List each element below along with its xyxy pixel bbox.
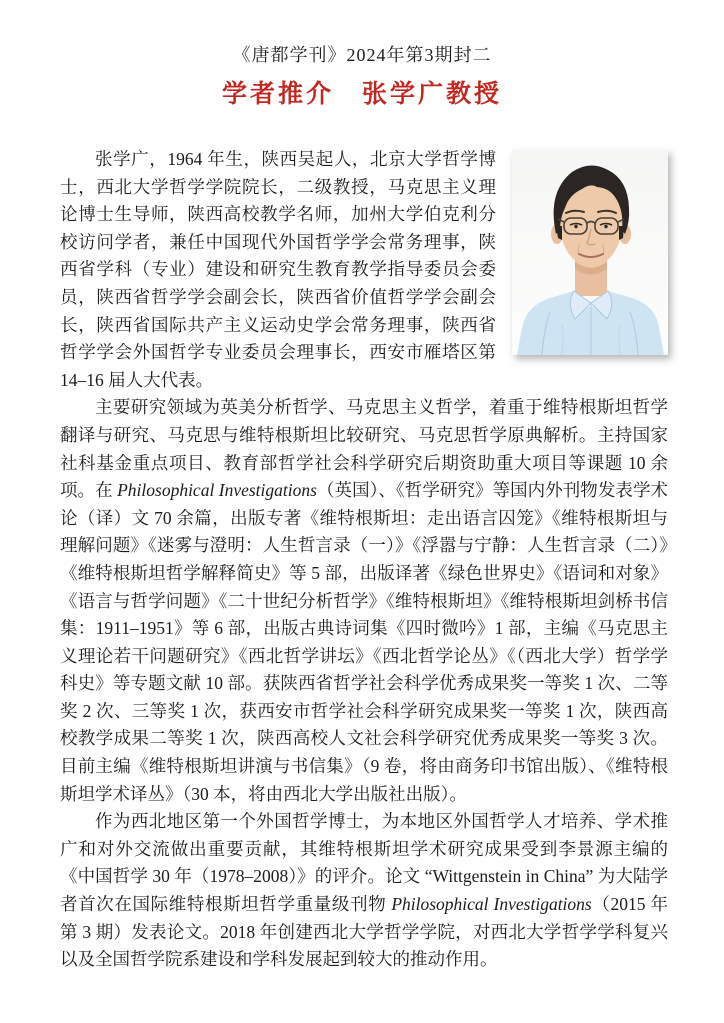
bio-paragraph: 张学广，1964 年生，陕西吴起人，北京大学哲学博士，西北大学哲学学院院长，二级教授，马克思主义理论博士生导师，陕西高校教学名师，加州大学伯克利分校访问学者，兼任中国现代外国哲学学会常务理事，陕西省学科（专业）建设和研究生教育教学指导委员会委员，陕西省哲学学会副会长，陕西省价值哲学学会副会长，陕西省国际共产主义运动史学会常务理事，陕西省哲学学会外国哲学专业委员会理事长，西安市雁塔区第 14–16 届人大代表。 [60,149,496,390]
research-paragraph: 主要研究领域为英美分析哲学、马克思主义哲学，着重于维特根斯坦哲学翻译与研究、马克思与维特根斯坦比较研究、马克思哲学原典解析。主持国家社科基金重点项目、教育部哲学社会科学研究后期资助重大项目等课题 10 余项。在 Philosophical Investigations（英国）、《哲学研究》等国内外刊物发表学术论（译）文 70 余篇，出版专著《维特根斯坦：走出语言囚笼》《维特根斯坦与理解问题》《迷雾与澄明：人生哲言录（一）》《浮嚣与宁静：人生哲言录（二）》《维特根斯坦哲学解释简史》等 5 部，出版译著《绿色世界史》《语词和对象》《语言与哲学问题》《二十世纪分析哲学》《维特根斯坦》《维特根斯坦剑桥书信集：1911–1951》等 6 部，出版古典诗词集《四时微吟》1 部，主编《马克思主义理论若干问题研究》《西北哲学讲坛》《西北哲学论丛》《（西北大学）哲学学科史》等专题文献 10 部。获陕西省哲学社会科学优秀成果奖一等奖 1 次、二等奖 2 次、三等奖 1 次，获西安市哲学社会科学研究成果奖一等奖 1 次，陕西高校教学成果二等奖 1 次，陕西高校人文社会科学研究优秀成果奖一等奖 3 次。目前主编《维特根斯坦讲演与书信集》（9 卷，将由商务印书馆出版）、《维特根斯坦学术译丛》（30 本，将由西北大学出版社出版）。 [60,397,669,804]
page-title: 学者推介 张学广教授 [221,81,502,108]
body-content [60,146,668,974]
portrait-illustration [512,150,668,355]
journal-issue-line: 《唐都学刊》2024年第3期封二 [232,45,492,65]
professor-photo [512,150,668,355]
impact-paragraph: 作为西北地区第一个外国哲学博士，为本地区外国哲学人才培养、学术推广和对外交流做出重要贡献，其维特根斯坦学术研究成果受到李景源主编的《中国哲学 30 年（1978–2008）》的评介。论文 “Wittgenstein in China” 为大陆学者首次在国际维特根斯坦哲学重量级刊物 Philosophical Investigations（2015 年第 3 期）发表论文。2018 年创建西北大学哲学学院，对西北大学哲学学科复兴以及全国哲学院系建设和学科发展起到较大的推动作用。 [60,811,668,970]
